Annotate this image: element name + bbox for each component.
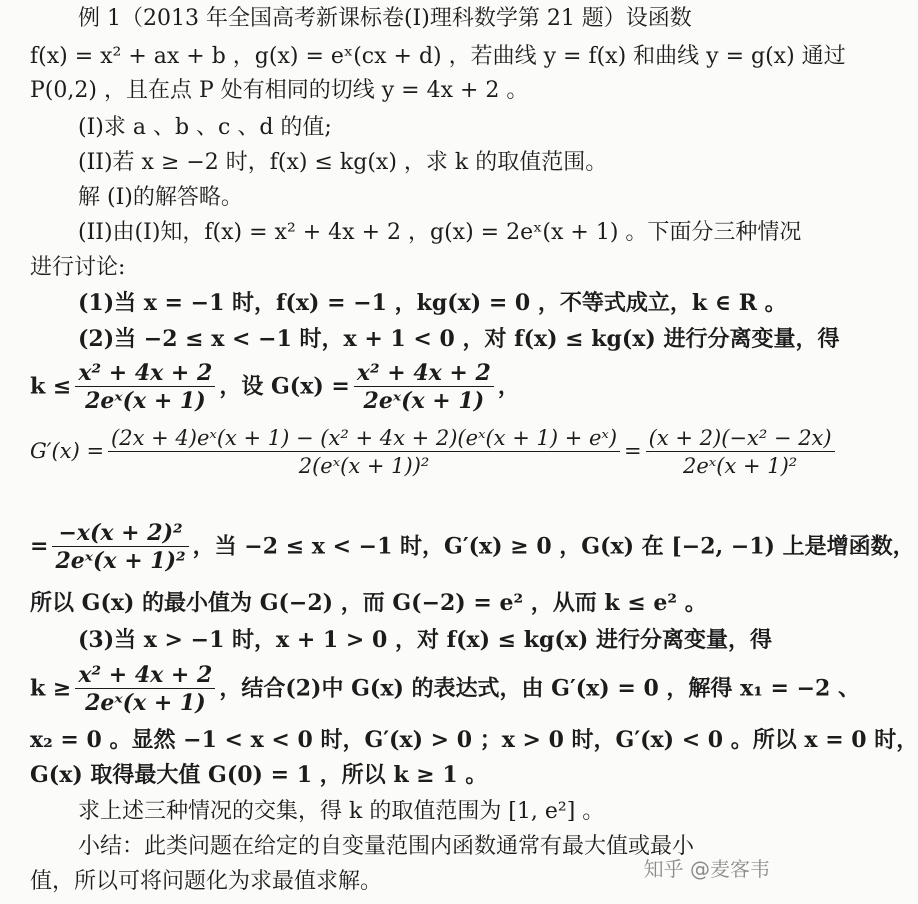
define-g-text: ，设 G(x) = — [219, 373, 350, 400]
case-3-line-3: x₂ = 0 。显然 −1 < x < 0 时，G′(x) > 0 ；x > 0 时，G′(x) < 0 。所以 x = 0 时， — [30, 727, 918, 753]
solution-part-2-line-2: 进行讨论: — [30, 255, 126, 280]
problem-line-3: P(0,2) ，且在点 P 处有相同的切线 y = 4x + 2 。 — [30, 78, 529, 103]
fraction-5 — [75, 662, 215, 717]
fraction-3-numerator: (x + 2)(−x² − 2x) — [648, 426, 832, 450]
derivative-simplified-line — [30, 520, 915, 575]
fraction-1-repeat — [354, 360, 494, 415]
summary-line-1: 小结：此类问题在给定的自变量范围内函数通常有最大值或最小 — [78, 834, 695, 859]
case-3-fraction-line — [30, 662, 860, 717]
question-part-2: (II)若 x ≥ −2 时，f(x) ≤ kg(x) ，求 k 的取值范围。 — [78, 150, 608, 175]
derivative-equation — [30, 425, 832, 480]
case-2-line-1: (2)当 −2 ≤ x < −1 时，x + 1 < 0 ，对 f(x) ≤ kg(x) 进行分离变量，得 — [78, 326, 840, 352]
fraction-1-repeat-denominator: 2eˣ(x + 1) — [354, 386, 494, 415]
fraction-1-numerator: x² + 4x + 2 — [78, 360, 213, 386]
comma-text: ， — [497, 373, 520, 400]
fraction-5-denominator: 2eˣ(x + 1) — [75, 688, 215, 717]
case-3-conclusion: G(x) 取得最大值 G(0) = 1 ，所以 k ≥ 1 。 — [30, 762, 488, 788]
k-lower-bound-text: k ≥ — [30, 675, 72, 702]
fraction-1-denominator: 2eˣ(x + 1) — [75, 386, 215, 415]
example-title-line: 例 1（2013 年全国高考新课标卷(I)理科数学第 21 题）设函数 — [78, 6, 692, 31]
fraction-4 — [52, 520, 188, 575]
fraction-2-denominator: 2(eˣ(x + 1))² — [108, 451, 620, 480]
summary-line-2: 值，所以可将问题化为求最值求解。 — [30, 869, 383, 894]
solution-part-2-line-1: (II)由(I)知，f(x) = x² + 4x + 2 ，g(x) = 2eˣ(x + 1) 。下面分三种情况 — [78, 220, 802, 245]
fraction-4-denominator: 2eˣ(x + 1)² — [52, 546, 188, 575]
case-2-conclusion: 所以 G(x) 的最小值为 G(−2) ，而 G(−2) = e² ，从而 k ≤ e² 。 — [30, 590, 707, 616]
case-3-line-1: (3)当 x > −1 时，x + 1 > 0 ，对 f(x) ≤ kg(x) 进行分离变量，得 — [78, 627, 772, 653]
final-answer-line: 求上述三种情况的交集，得 k 的取值范围为 [1, e²] 。 — [78, 799, 605, 824]
fraction-1-repeat-numerator: x² + 4x + 2 — [356, 360, 491, 386]
k-bound-text: k ≤ — [30, 373, 72, 400]
question-part-1: (I)求 a 、b 、c 、d 的值; — [78, 115, 332, 140]
fraction-5-numerator: x² + 4x + 2 — [78, 662, 213, 688]
fraction-3 — [646, 425, 835, 480]
solution-part-1: 解 (I)的解答略。 — [78, 185, 243, 210]
equals-sign: = — [624, 439, 642, 463]
case-1-line: (1)当 x = −1 时，f(x) = −1 ，kg(x) = 0 ，不等式成立，k ∈ R 。 — [78, 290, 787, 316]
g-prime-lhs: G′(x) = — [30, 439, 105, 463]
combine-text: ，结合(2)中 G(x) 的表达式，由 G′(x) = 0 ，解得 x₁ = −2 、 — [219, 675, 860, 702]
fraction-2 — [108, 425, 620, 480]
increasing-text: ，当 −2 ≤ x < −1 时，G′(x) ≥ 0 ，G(x) 在 [−2, −1) 上是增函数， — [192, 533, 915, 560]
problem-line-2: f(x) = x² + ax + b ，g(x) = eˣ(cx + d) ，若曲线 y = f(x) 和曲线 y = g(x) 通过 — [30, 44, 846, 69]
watermark: 知乎 @麦客韦 — [643, 857, 770, 881]
case-2-fraction-line — [30, 360, 775, 415]
fraction-4-numerator: −x(x + 2)² — [58, 520, 183, 546]
fraction-3-denominator: 2eˣ(x + 1)² — [646, 451, 835, 480]
fraction-2-numerator: (2x + 4)eˣ(x + 1) − (x² + 4x + 2)(eˣ(x + 1) + eˣ) — [111, 426, 618, 450]
fraction-1 — [75, 360, 215, 415]
equals-text: = — [30, 533, 49, 560]
